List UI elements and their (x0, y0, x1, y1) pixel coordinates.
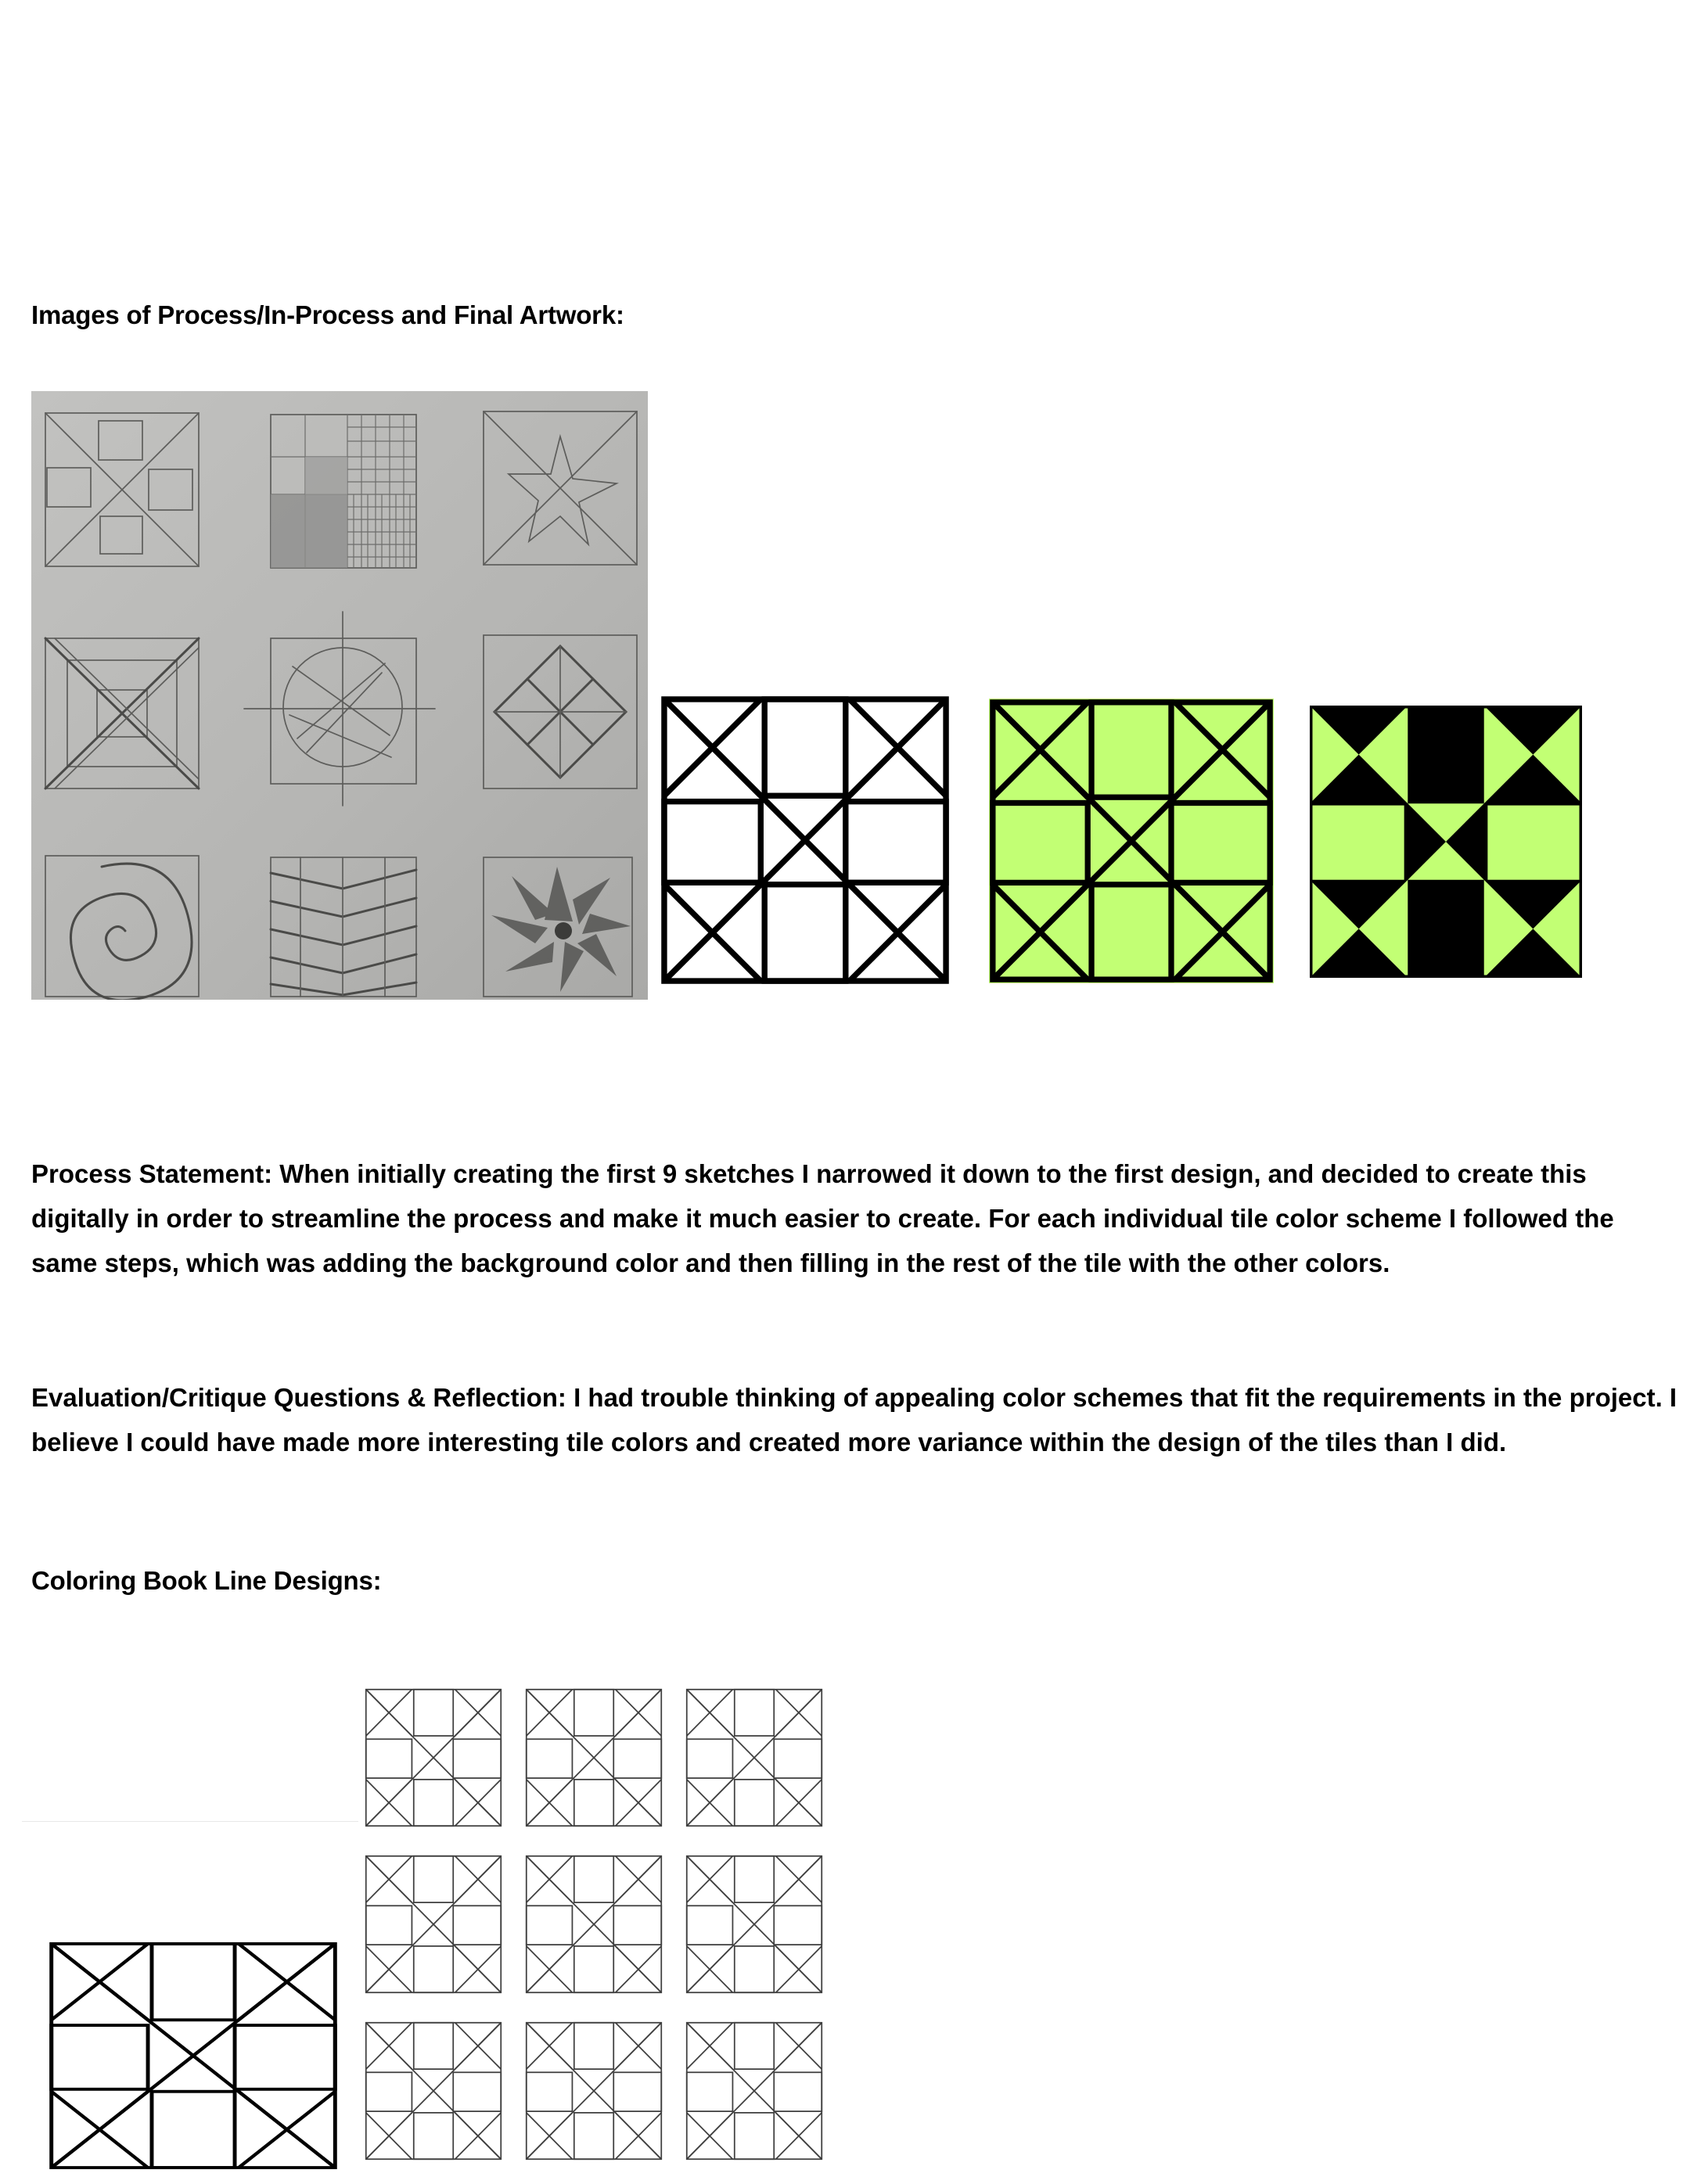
line-design-tile-svg (685, 1688, 823, 1827)
black-green-tile (1310, 699, 1582, 984)
coloring-section-heading: Coloring Book Line Designs: (31, 1566, 382, 1595)
line-design-tile (365, 1855, 502, 1994)
line-design-tile (685, 1855, 823, 1994)
line-design-tile (685, 2021, 823, 2161)
line-design-tile-svg (685, 2021, 823, 2161)
line-design-tile-svg (365, 2021, 502, 2161)
line-design-tile (525, 2021, 663, 2161)
large-line-design-tile-svg (49, 1942, 338, 2170)
line-design-tile (365, 2021, 502, 2161)
green-tile (989, 698, 1274, 984)
line-design-tile (525, 1688, 663, 1827)
line-design-tile (525, 1855, 663, 1994)
black-green-tile-svg (1310, 699, 1582, 984)
outline-tile-svg (660, 695, 950, 986)
outline-tile (660, 695, 950, 986)
line-design-tile-svg (525, 1688, 663, 1827)
sketch-photo-drawing (31, 391, 648, 1000)
process-statement-paragraph: Process Statement: When initially creating the first 9 sketches I narrowed it down to the first design, and decided to create this digitally in order to streamline the process and make it much easier to create. For each individual tile color scheme I followed the same steps, which was adding the background color and then filling in the rest of the tile with the other colors. (31, 1159, 1614, 1277)
line-design-tile (685, 1688, 823, 1827)
line-design-tile-svg (365, 1855, 502, 1994)
line-design-tile-svg (685, 1855, 823, 1994)
line-design-tile-svg (365, 1688, 502, 1827)
large-line-design-tile (49, 1942, 338, 2170)
line-design-tile-grid (365, 1688, 823, 2161)
evaluation-reflection-paragraph: Evaluation/Critique Questions & Reflection: I had trouble thinking of appealing color schemes that fit the requirements in the project. I believe I could have made more interesting tile colors and created more variance within the design of the tiles than I did. (31, 1383, 1677, 1457)
line-design-tile (365, 1688, 502, 1827)
green-tile-svg (989, 698, 1274, 984)
nine-pencil-sketches-photo (31, 391, 648, 1000)
images-section-heading: Images of Process/In-Process and Final Artwork: (31, 300, 624, 329)
faint-divider-line (22, 1821, 358, 1822)
line-design-tile-svg (525, 2021, 663, 2161)
line-design-tile-svg (525, 1855, 663, 1994)
